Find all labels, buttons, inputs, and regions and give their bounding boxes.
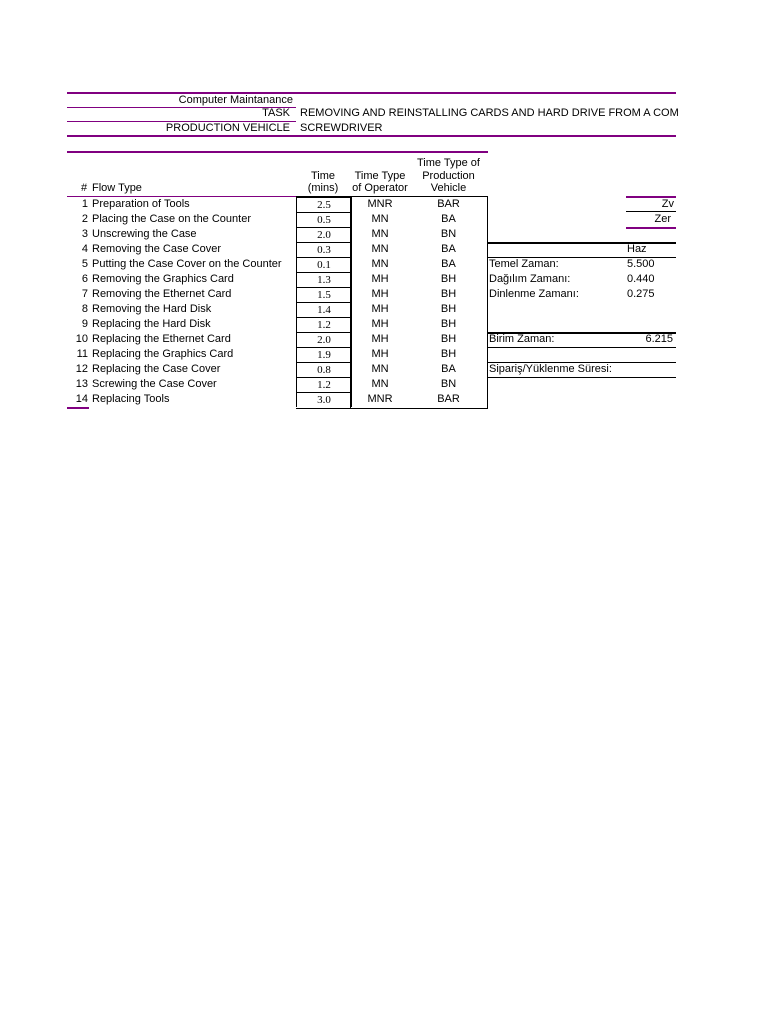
flow-type-cell: Removing the Graphics Card	[92, 273, 234, 285]
table-row	[0, 362, 768, 377]
flow-type-cell: Preparation of Tools	[92, 198, 190, 210]
vehicle-value: SCREWDRIVER	[300, 122, 383, 134]
flow-type-cell: Replacing the Case Cover	[92, 363, 221, 375]
operator-type-cell: MNR	[367, 393, 393, 405]
time-cell: 0.5	[296, 212, 352, 227]
operator-type-cell: MN	[371, 213, 389, 225]
dagilim-value: 0.440	[627, 273, 655, 285]
temel-label: Temel Zaman:	[489, 258, 559, 270]
dinlenme-label: Dinlenme Zamanı:	[489, 288, 579, 300]
row-number: 3	[81, 228, 88, 240]
time-cell: 3.0	[296, 392, 352, 407]
op-col-divider	[350, 196, 351, 408]
operator-type-cell: MH	[371, 273, 389, 285]
vehicle-type-cell: BA	[441, 258, 456, 270]
operator-type-cell: MH	[371, 348, 389, 360]
zv-label: Zv	[661, 198, 674, 210]
flow-type-cell: Screwing the Case Cover	[92, 378, 217, 390]
row-number: 14	[75, 393, 88, 405]
row-number: 8	[81, 303, 88, 315]
zv-rule	[626, 211, 676, 212]
flow-type-cell: Replacing the Hard Disk	[92, 318, 211, 330]
task-label: TASK	[262, 107, 290, 119]
haz-top-rule	[488, 242, 676, 244]
operator-type-cell: MH	[371, 288, 389, 300]
table-row	[0, 227, 768, 242]
task-value: REMOVING AND REINSTALLING CARDS AND HARD DRIVE FROM A COM	[300, 107, 679, 119]
table-end-mark	[67, 407, 89, 409]
table-bottom-rule	[296, 408, 488, 409]
row-number: 9	[81, 318, 88, 330]
vehicle-type-cell: BH	[440, 303, 457, 315]
time-cell: 1.3	[296, 272, 352, 287]
vehicle-type-cell: BH	[440, 348, 457, 360]
table-top-rule	[67, 151, 488, 153]
temel-value: 5.500	[627, 258, 655, 270]
haz-label: Haz	[627, 243, 647, 255]
time-cell: 0.8	[296, 362, 352, 377]
table-row	[0, 242, 768, 257]
vehicle-type-cell: BAR	[437, 393, 460, 405]
header-bottom-rule	[67, 135, 676, 137]
flow-type-cell: Removing the Hard Disk	[92, 303, 212, 315]
operator-type-cell: MH	[371, 318, 389, 330]
row-number: 7	[81, 288, 88, 300]
time-cell: 0.3	[296, 242, 352, 257]
table-row	[0, 317, 768, 332]
flow-type-cell: Removing the Case Cover	[92, 243, 222, 255]
dagilim-label: Dağılım Zamanı:	[489, 273, 571, 285]
flow-type-cell: Replacing the Graphics Card	[92, 348, 234, 360]
siparis-label: Sipariş/Yüklenme Süresi:	[489, 363, 612, 375]
flow-type-cell: Unscrewing the Case	[92, 228, 197, 240]
row-number: 5	[81, 258, 88, 270]
dinlenme-value: 0.275	[627, 288, 655, 300]
table-row	[0, 377, 768, 392]
col-header-time-1: Time	[310, 170, 336, 182]
zer-label: Zer	[654, 213, 671, 225]
row-number: 1	[81, 198, 88, 210]
time-cell: 1.9	[296, 347, 352, 362]
operator-type-cell: MN	[371, 378, 389, 390]
siparis-rule	[488, 377, 676, 378]
operator-type-cell: MN	[371, 228, 389, 240]
time-cell: 1.5	[296, 287, 352, 302]
time-cell: 1.2	[296, 377, 352, 392]
col-header-pv-1: Time Type of	[417, 157, 480, 169]
time-cell: 1.2	[296, 317, 352, 332]
flow-type-cell: Placing the Case on the Counter	[92, 213, 251, 225]
time-cell: 2.0	[296, 332, 352, 347]
table-row	[0, 347, 768, 362]
birim-value: 6.215	[645, 333, 673, 345]
birim-rule	[488, 347, 676, 348]
vehicle-type-cell: BA	[441, 213, 456, 225]
time-cell: 0.1	[296, 257, 352, 272]
col-header-time-2: (mins)	[307, 182, 339, 194]
vehicle-label: PRODUCTION VEHICLE	[165, 122, 290, 134]
row-number: 13	[75, 378, 88, 390]
time-cell: 1.4	[296, 302, 352, 317]
operator-type-cell: MN	[371, 363, 389, 375]
row-number: 12	[75, 363, 88, 375]
row-number: 11	[76, 348, 88, 360]
birim-label: Birim Zaman:	[489, 333, 555, 345]
col-header-pv-3: Vehicle	[430, 182, 467, 194]
col-header-op-2: of Operator	[352, 182, 408, 194]
flow-type-cell: Replacing Tools	[92, 393, 170, 405]
vehicle-type-cell: BH	[440, 333, 457, 345]
flow-type-cell: Replacing the Ethernet Card	[92, 333, 231, 345]
vehicle-type-cell: BA	[441, 363, 456, 375]
vehicle-type-cell: BH	[440, 318, 457, 330]
operator-type-cell: MNR	[367, 198, 393, 210]
time-cell: 2.5	[296, 197, 352, 212]
row-number: 4	[81, 243, 88, 255]
col-header-pv-2: Production	[422, 170, 475, 182]
vehicle-type-cell: BH	[440, 288, 457, 300]
operator-type-cell: MH	[371, 303, 389, 315]
zer-rule	[626, 227, 676, 229]
operator-type-cell: MN	[371, 243, 389, 255]
row-number: 2	[81, 213, 88, 225]
vehicle-type-cell: BA	[441, 243, 456, 255]
table-row	[0, 302, 768, 317]
table-row	[0, 392, 768, 407]
vehicle-type-cell: BN	[440, 378, 457, 390]
operator-type-cell: MH	[371, 333, 389, 345]
col-header-flow: Flow Type	[92, 182, 142, 194]
col-header-num: #	[81, 182, 88, 194]
vehicle-type-cell: BAR	[437, 198, 460, 210]
header-title: Computer Maintanance	[178, 94, 293, 106]
vehicle-type-cell: BH	[440, 273, 457, 285]
flow-type-cell: Removing the Ethernet Card	[92, 288, 232, 300]
flow-type-cell: Putting the Case Cover on the Counter	[92, 258, 282, 270]
col-header-op-1: Time Type	[354, 170, 406, 182]
time-cell: 2.0	[296, 227, 352, 242]
row-number: 10	[75, 333, 88, 345]
vehicle-type-cell: BN	[440, 228, 457, 240]
row-number: 6	[81, 273, 88, 285]
operator-type-cell: MN	[371, 258, 389, 270]
